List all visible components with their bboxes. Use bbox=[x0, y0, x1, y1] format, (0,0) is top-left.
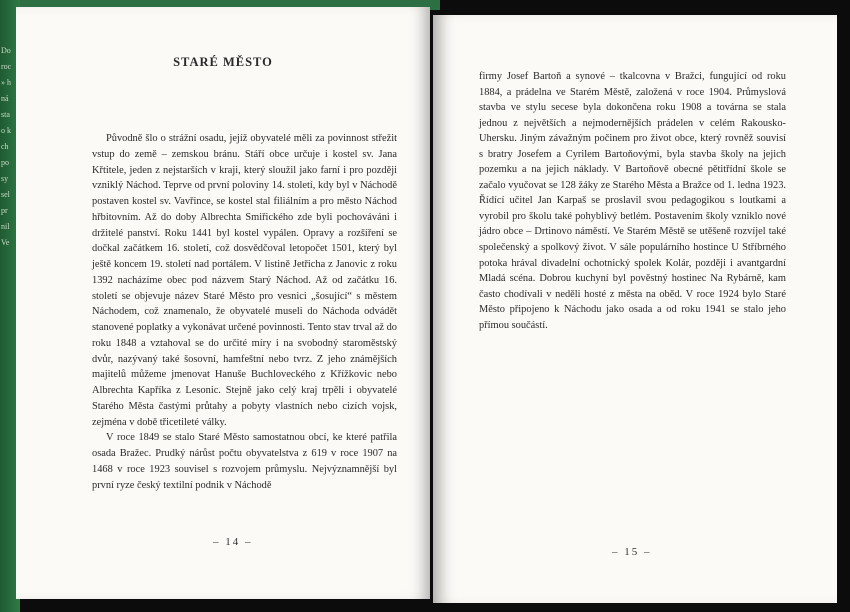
cover-text-fragment: ch bbox=[1, 142, 9, 151]
cover-text-fragment: po bbox=[1, 158, 9, 167]
cover-text-fragment: roc bbox=[1, 62, 12, 71]
cover-text-fragment: sta bbox=[1, 110, 10, 119]
cover-text-fragment: sy bbox=[1, 174, 9, 183]
left-page bbox=[16, 7, 430, 599]
left-page-body bbox=[92, 131, 397, 493]
right-page-body bbox=[479, 69, 786, 333]
right-page bbox=[433, 15, 837, 603]
paragraph: firmy Josef Bartoň a synové – tkalcovna v Bražci, fungující od roku 1884, a prádelna ve Starém Městě, založená v roce 1904. Průmyslová stavba ve stylu secese byla dokončena roku 1908 a továrna se stala jednou z největších a nejmodernějších prádelen v celém Rakousko-Uhersku. Jiným závažným počinem pro život obce, který rovněž souvisí s bratry Josefem a Cyrilem Bartoňovými, byla stavba školy na jejich pozemku a na jejich náklady. V Bartoňově obecné pětitřídní škole se začalo vyučovat se 128 žáky ze Starého Města a Bražce od 1. ledna 1923. Řídící učitel Jan Karpaš se proslavil svou pedagogikou s loutkami a vyrobil pro školu také pohyblivý betlém. Postavením školy vzniklo nové jádro obce – Drtinovo náměstí. Ve Starém Městě se utěšeně rozvíjel také společenský a spolkový život. V sále populárního hostince U Stříbrného potoka hrával divadelní ochotnický spolek Kolár, později i avantgardní Mladá scéna. Dobrou kuchyní byl pověstný hostinec Na Rybárně, kam často chodívali v neděli hosté z města na oběd. V roce 1924 bylo Staré Město připojeno k Náchodu jako osada a od roku 1941 se stalo jeho přímou součástí. bbox=[479, 71, 786, 331]
page-number: – 15 – bbox=[612, 546, 652, 558]
chapter-title: STARÉ MĚSTO bbox=[173, 55, 273, 69]
cover-text-fragment: Do bbox=[1, 46, 11, 55]
cover-text-fragment: sel bbox=[1, 190, 10, 199]
cover-text-fragment: » h bbox=[1, 78, 11, 87]
paragraph: V roce 1849 se stalo Staré Město samostatnou obcí, ke které patřila osada Bražec. Prudký nárůst počtu obyvatelstva z 619 v roce 1907 na 1468 v roce 1923 souvisel s rozvojem průmyslu. Nejvýznamnější byl první ryze český textilní podnik v Náchodě bbox=[92, 432, 397, 491]
cover-text-fragment: nil bbox=[1, 222, 10, 231]
cover-text-fragment: ná bbox=[1, 94, 9, 103]
cover-text-fragment: o k bbox=[1, 126, 11, 135]
page-number: – 14 – bbox=[213, 536, 253, 548]
cover-text-fragment: pr bbox=[1, 206, 8, 215]
cover-text-fragment: Ve bbox=[1, 238, 10, 247]
paragraph: Původně šlo o strážní osadu, jejíž obyvatelé měli za povinnost střežit vstup do země – zemskou bránu. Stáří obce určuje i kostel sv. Jana Křtitele, jeden z nejstarších v kraji, který sloužil jako farní i pro později vzniklý Náchod. Teprve od první poloviny 14. století, kdy byl v Náchodě postaven kostel sv. Vavřince, se kostel stal filiálním a pro město Náchod hřbitovním. Až do doby Albrechta Smiřického zde byli pochováváni i držitelé panství. Roku 1441 byl kostel vypálen. Opravy a rozšíření se dočkal začátkem 16. století, což dosvědčoval letopočet 1501, který byl ještě koncem 19. století nad portálem. V listině Jetřicha z Janovic z roku 1392 nacházíme obec pod názvem Starý Náchod. Až od začátku 16. století se objevuje název Staré Město pro vesnici „šosující“ s městem Náchodem, což znamenalo, že obyvatelé museli do Náchoda odvádět stanovené poplatky a vykonávat určené povinnosti. Tento stav trval až do roku 1848 a vztahoval se do určité míry i na svobodný staroměstský dvůr, nazývaný také šosovní, hamfeštní nebo tvrz. Z jeho známějších majitelů můžeme jmenovat Hanuše Buchloveckého z Křížkovic nebo Albrechta Kapříka z Lesonic. Stejně jako celý kraj trpěli i obyvatelé Starého Města častými průtahy a pobyty vlastních nebo cizích vojsk, zejména v době třicetileté války. bbox=[92, 133, 397, 428]
